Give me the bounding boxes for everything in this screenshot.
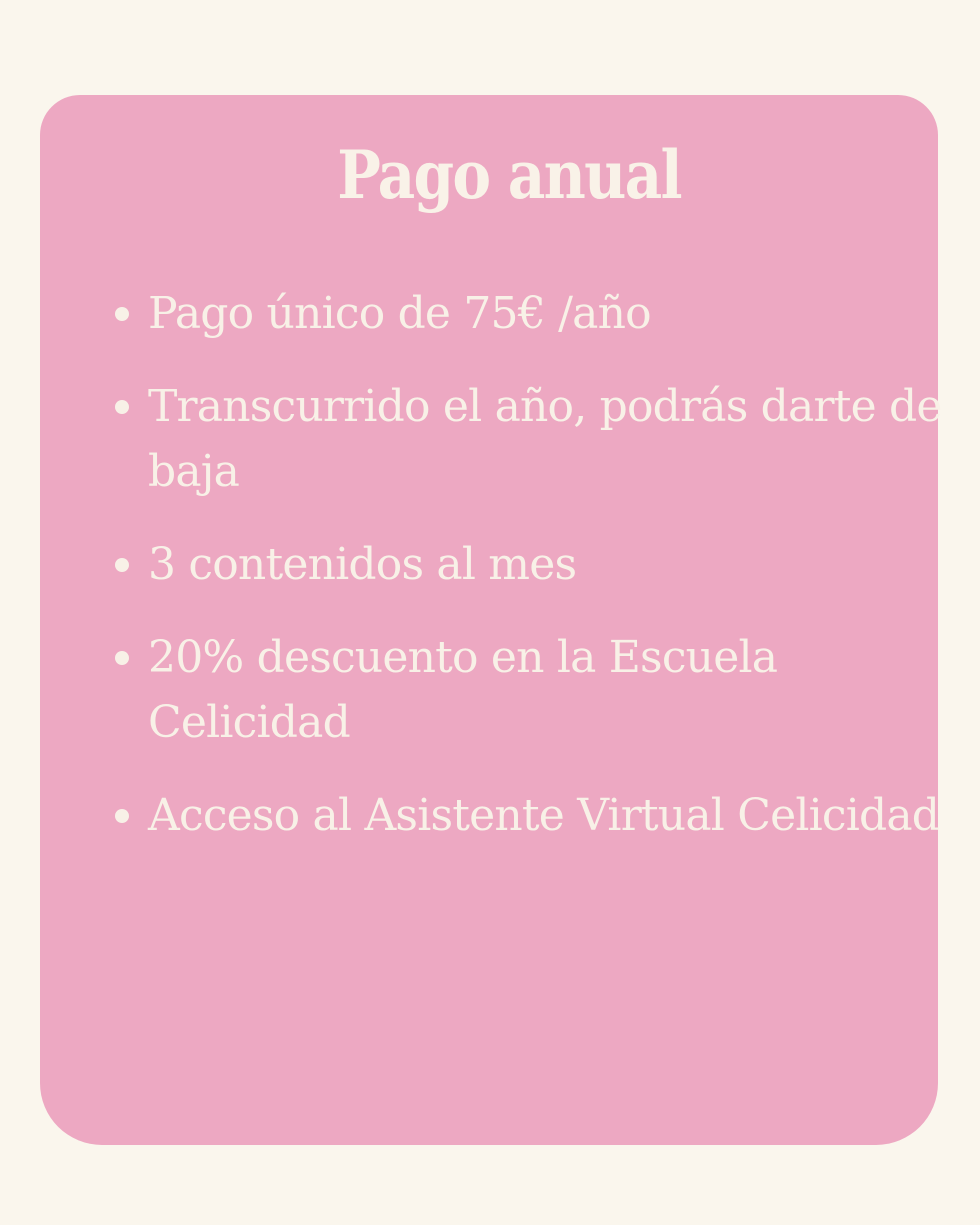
- list-item-text: 3 contenidos al mes: [148, 539, 577, 590]
- bullet-icon: [115, 400, 129, 414]
- list-item-text: Pago único de 75€ /año: [148, 288, 651, 339]
- list-item-text: Celicidad: [148, 697, 350, 748]
- list-item-text: baja: [148, 446, 240, 497]
- list-item-text: 20% descuento en la Escuela: [148, 632, 778, 683]
- feature-list: [148, 281, 942, 848]
- bullet-icon: [115, 558, 129, 572]
- pricing-card-pago-anual: [40, 95, 942, 1145]
- list-item-text: Transcurrido el año, podrás darte de: [148, 381, 942, 432]
- bullet-icon: [115, 651, 129, 665]
- bullet-icon: [115, 809, 129, 823]
- list-item: [148, 783, 940, 848]
- list-item-text: Acceso al Asistente Virtual Celicidad: [148, 790, 940, 841]
- list-item: [148, 374, 942, 504]
- list-item: [148, 625, 908, 755]
- card-title: Pago anual: [337, 136, 681, 214]
- bullet-icon: [115, 307, 129, 321]
- list-item: [148, 532, 908, 597]
- list-item: [148, 281, 908, 346]
